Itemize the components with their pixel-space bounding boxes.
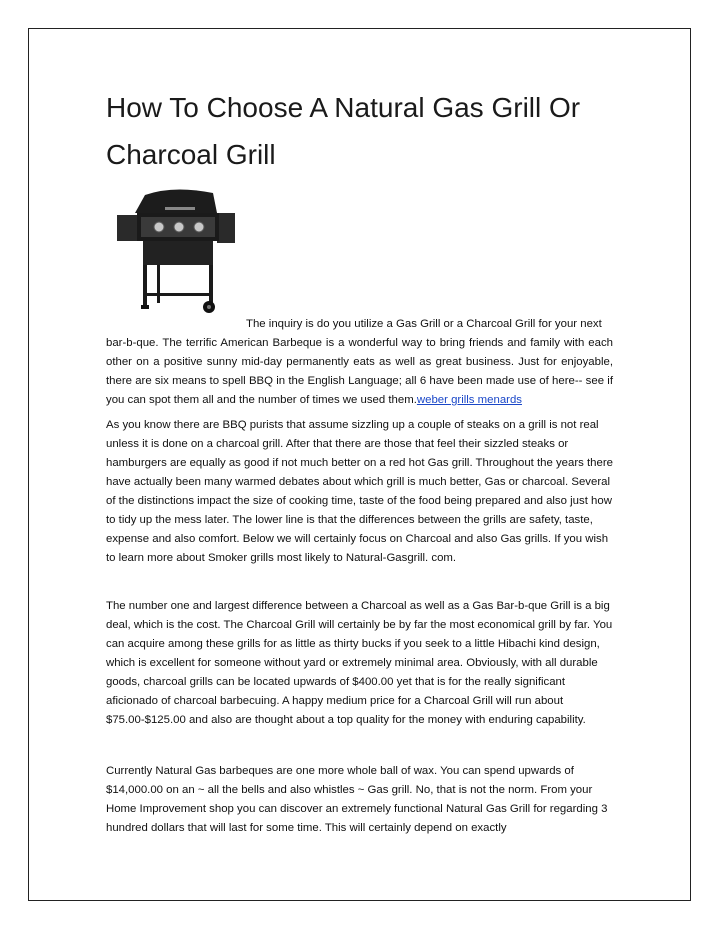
paragraph-3: The number one and largest difference between a Charcoal as well as a Gas Bar-b-que Grill is a big deal, which is the cost. The Charcoal Grill will certainly be by far the most economical grill by far. You can acquire among these grills for as little as thirty bucks if you seek to a little Hibachi kind design, which is excellent for someone without yard or extremely minimal area. Obviously, with all durable goods, charcoal grills can be located upwards of $400.00 yet that is for the really significant aficionado of charcoal barbecuing. A happy medium price for a Charcoal Grill will run about $75.00-$125.00 and also are thought about a top quality for the money with enduring capability. [106, 600, 613, 726]
paragraph-1-first-line: The inquiry is do you utilize a Gas Grill or a Charcoal Grill for your next [246, 318, 602, 330]
paragraph-1-text: bar-b-que. The terrific American Barbeque is a wonderful way to bring friends and family with each other on a positive sunny mid-day permanently eats as well as great business. Just for enjoyable, there are six means to spell BBQ in the English Language; all 6 have been made use of here-- see if you can spot them all and the number of times we used them. [106, 337, 613, 406]
weber-grills-link[interactable]: weber grills menards [416, 394, 522, 406]
paragraph-2: As you know there are BBQ purists that assume sizzling up a couple of steaks on a grill is not real unless it is done on a charcoal grill. After that there are those that feel their sizzled steaks or hamburgers are equally as good if not much better on a red hot Gas grill. Throughout the years there have actually been many warmed debates about which grill is much better, Gas or charcoal. Several of the distinctions impact the size of cooking time, taste of the food being prepared and also just how to tidy up the mess later. The lower line is that the differences between the grills are safety, taste, expense and also comfort. Below we will certainly focus on Charcoal and also Gas grills. If you wish to learn more about Smoker grills most likely to Natural-Gasgrill. com. [106, 419, 613, 564]
title-line-2: Charcoal Grill [106, 139, 276, 170]
title-line-1: How To Choose A Natural Gas Grill Or [106, 92, 581, 123]
paragraph-4: Currently Natural Gas barbeques are one more whole ball of wax. You can spend upwards of $14,000.00 on an ~ all the bells and also whistles ~ Gas grill. No, that is not the norm. From your Home Improvement shop you can discover an extremely functional Natural Gas Grill for regarding 3 hundred dollars that will last for some time. This will certainly depend on exactly [106, 765, 608, 834]
page-title [106, 84, 646, 178]
gas-grill-image [113, 183, 243, 328]
paragraph-1 [106, 334, 613, 410]
